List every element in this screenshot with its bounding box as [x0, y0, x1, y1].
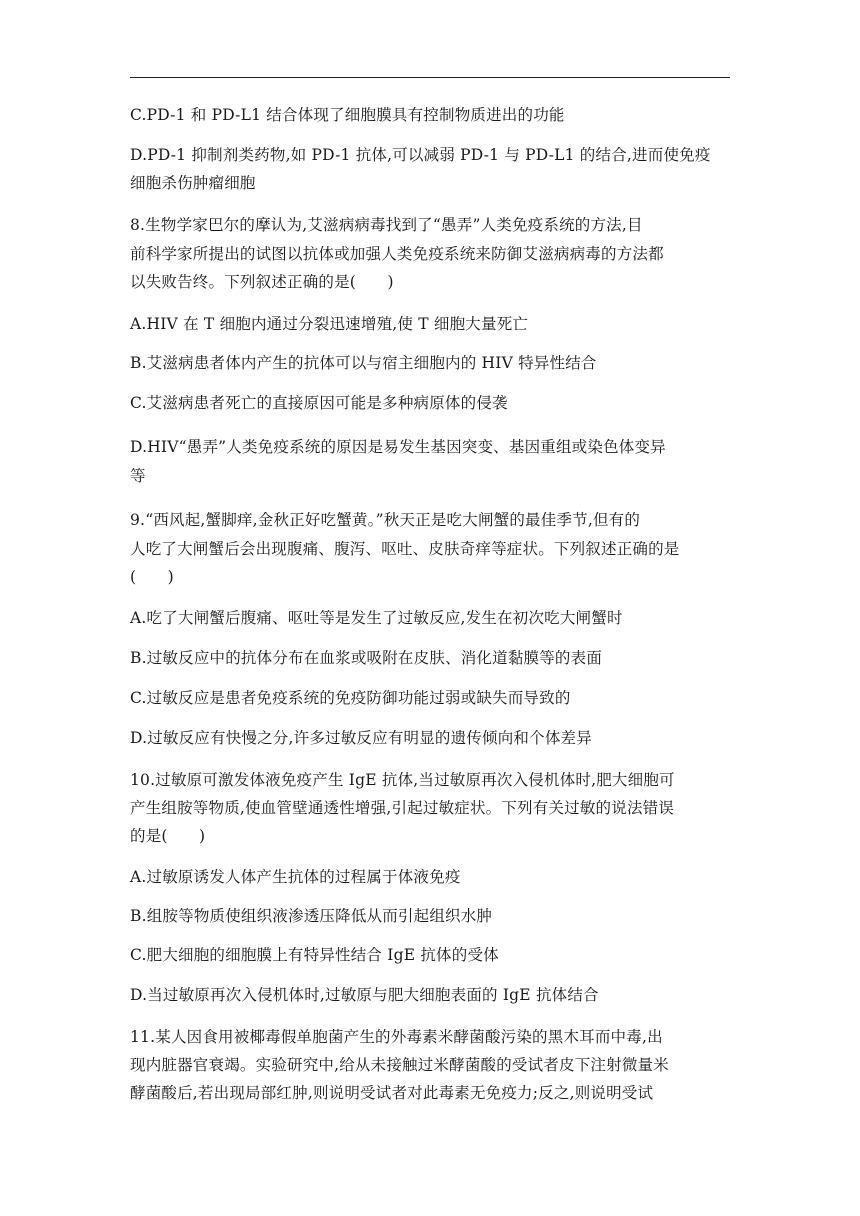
option-line: C.PD-1 和 PD-L1 结合体现了细胞膜具有控制物质进出的功能 [130, 106, 565, 124]
option-line: B.组胺等物质使组织液渗透压降低从而引起组织水肿 [130, 907, 493, 925]
option-line: A.HIV 在 T 细胞内通过分裂迅速增殖,使 T 细胞大量死亡 [130, 315, 529, 333]
question-10-line: 产生组胺等物质,使血管壁通透性增强,引起过敏症状。下列有关过敏的说法错误 [130, 799, 675, 817]
option-line-cont: 细胞杀伤肿瘤细胞 [130, 174, 256, 192]
option-line: C.肥大细胞的细胞膜上有特异性结合 IgE 抗体的受体 [130, 946, 499, 964]
question-8-line: 8.生物学家巴尔的摩认为,艾滋病病毒找到了“愚弄”人类免疫系统的方法,目 [130, 216, 643, 234]
option-line: D.PD-1 抑制剂类药物,如 PD-1 抗体,可以减弱 PD-1 与 PD-L1 的结合,进而使免疫 [130, 146, 711, 164]
option-line: C.过敏反应是患者免疫系统的免疫防御功能过弱或缺失而导致的 [130, 689, 571, 707]
question-8-line: 以失败告终。下列叙述正确的是( ) [130, 273, 394, 291]
question-11-line: 11.某人因食用被椰毒假单胞菌产生的外毒素米酵菌酸污染的黑木耳而中毒,出 [130, 1028, 663, 1046]
question-11-line: 现内脏器官衰竭。实验研究中,给从未接触过米酵菌酸的受试者皮下注射微量米 [130, 1056, 669, 1074]
option-line: B.过敏反应中的抗体分布在血浆或吸附在皮肤、消化道黏膜等的表面 [130, 649, 603, 667]
question-9-line: 人吃了大闸蟹后会出现腹痛、腹泻、呕吐、皮肤奇痒等症状。下列叙述正确的是 [130, 540, 680, 558]
option-line: D.当过敏原再次入侵机体时,过敏原与肥大细胞表面的 IgE 抗体结合 [130, 986, 599, 1004]
option-line: C.艾滋病患者死亡的直接原因可能是多种病原体的侵袭 [130, 394, 508, 412]
option-line: D.过敏反应有快慢之分,许多过敏反应有明显的遗传倾向和个体差异 [130, 729, 592, 747]
header-rule [130, 77, 730, 78]
question-10-line: 10.过敏原可激发体液免疫产生 IgE 抗体,当过敏原再次入侵机体时,肥大细胞可 [130, 771, 675, 789]
option-line: A.过敏原诱发人体产生抗体的过程属于体液免疫 [130, 868, 461, 886]
question-10-line: 的是( ) [130, 827, 206, 845]
question-9-line: ( ) [130, 568, 174, 586]
question-9-line: 9.“西风起,蟹脚痒,金秋正好吃蟹黄。”秋天正是吃大闸蟹的最佳季节,但有的 [130, 511, 641, 529]
question-8-line: 前科学家所提出的试图以抗体或加强人类免疫系统来防御艾滋病病毒的方法都 [130, 245, 664, 263]
question-11-line: 酵菌酸后,若出现局部红肿,则说明受试者对此毒素无免疫力;反之,则说明受试 [130, 1084, 654, 1102]
option-line: A.吃了大闸蟹后腹痛、呕吐等是发生了过敏反应,发生在初次吃大闸蟹时 [130, 609, 623, 627]
option-line-cont: 等 [130, 467, 146, 485]
option-line: B.艾滋病患者体内产生的抗体可以与宿主细胞内的 HIV 特异性结合 [130, 354, 597, 372]
option-line: D.HIV“愚弄”人类免疫系统的原因是易发生基因突变、基因重组或染色体变异 [130, 438, 666, 456]
